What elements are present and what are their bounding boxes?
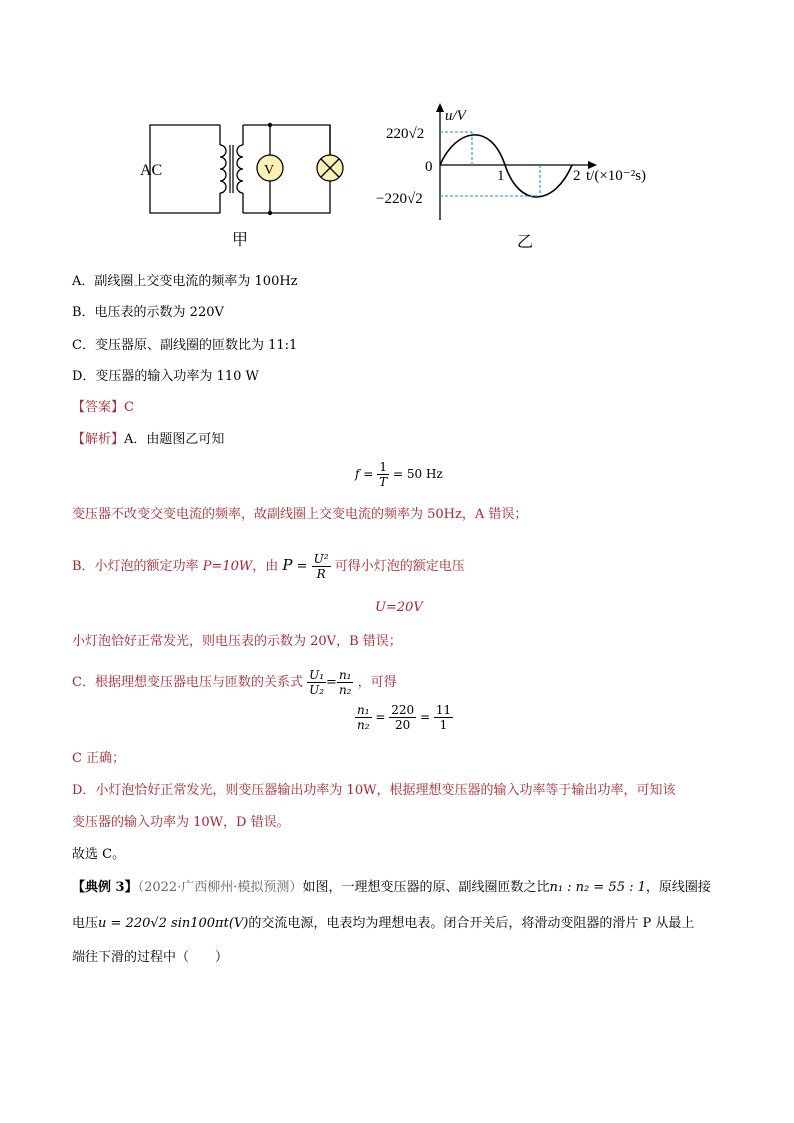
voltage-time-graph xyxy=(376,103,646,251)
equation-turns-ratio: $\frac{\text{n₁}}{\text{n₂}}$ = $\frac{220}{20}$ = $\frac{11}{1}$ xyxy=(357,703,452,732)
analysis-c-conclusion: C 正确； xyxy=(72,751,126,766)
circuit-diagram-jia xyxy=(0,0,794,260)
ac-label: AC xyxy=(140,162,163,179)
analysis-bracket: 【解析】 xyxy=(72,432,125,447)
equation-voltage: U=20V xyxy=(375,600,423,615)
origin-label: 0 xyxy=(425,159,433,175)
sine-curve xyxy=(440,135,572,197)
analysis-b-intro: B．小灯泡的额定功率 P=10W，由 P = $\frac{\text{U²}}{R}$ 可得小灯泡的额定电压 xyxy=(72,552,465,581)
option-c: C．变压器原、副线圈的匝数比为 11:1 xyxy=(72,338,298,353)
answer-value: C xyxy=(124,400,134,415)
analysis-d-line2: 变压器的输入功率为 10W，D 错误。 xyxy=(72,815,290,830)
tick-1-label: 1 xyxy=(497,168,505,184)
answer-bracket: 【答案】 xyxy=(72,400,125,415)
option-d: D．变压器的输入功率为 110 W xyxy=(72,369,259,384)
y-bottom-label: −220√2 xyxy=(376,191,423,207)
analysis-b-conclusion: 小灯泡恰好正常发光，则电压表的示数为 20V，B 错误； xyxy=(72,634,402,649)
example3-line2: 电压u = 220√2 sin100πt(V)的交流电源，电表均为理想电表。闭合开关后，将滑动变阻器的滑片 P 从最上 xyxy=(72,916,695,931)
option-b: B．电压表的示数为 220V xyxy=(72,305,224,320)
voltmeter-label: V xyxy=(264,163,275,178)
equation-frequency: f = $\frac{1}{T}$ = 50 Hz xyxy=(355,460,443,489)
caption-jia: 甲 xyxy=(232,232,249,249)
analysis-a-conclusion: 变压器不改变交变电流的频率，故副线圈上交变电流的频率为 50Hz，A 错误； xyxy=(72,507,528,522)
answer-line xyxy=(72,398,134,418)
analysis-c-intro: C．根据理想变压器电压与匝数的关系式 $\frac{\text{U₁}}{\text{U₂}}$ = $\frac{\text{n₁}}{\text{n₂}}$ ，可得 xyxy=(72,668,397,697)
analysis-d-line1: D．小灯泡恰好正常发光，则变压器输出功率为 10W，根据理想变压器的输入功率等于输出功率，可知该 xyxy=(72,783,676,798)
example3-line3: 端往下滑的过程中（ ） xyxy=(72,950,229,965)
y-axis-label: u/V xyxy=(445,108,466,124)
example3-line1: 【典例 3】（2022·广西柳州·模拟预测）如图，一理想变压器的原、副线圈匝数之比n₁ : n₂ = 55 : 1，原线圈接 xyxy=(72,880,711,895)
example3-source: （2022·广西柳州·模拟预测） xyxy=(137,880,303,895)
caption-yi: 乙 xyxy=(517,234,534,251)
tick-2-label: 2 xyxy=(573,168,581,184)
example3-tag: 【典例 3】 xyxy=(72,880,138,895)
analysis-final: 故选 C。 xyxy=(72,847,126,862)
analysis-a-intro: 【解析】A．由题图乙可知 xyxy=(72,432,225,447)
y-top-label: 220√2 xyxy=(386,126,425,142)
x-axis-label: t/(×10⁻²s) xyxy=(586,168,647,184)
option-a: A．副线圈上交变电流的频率为 100Hz xyxy=(72,274,298,289)
